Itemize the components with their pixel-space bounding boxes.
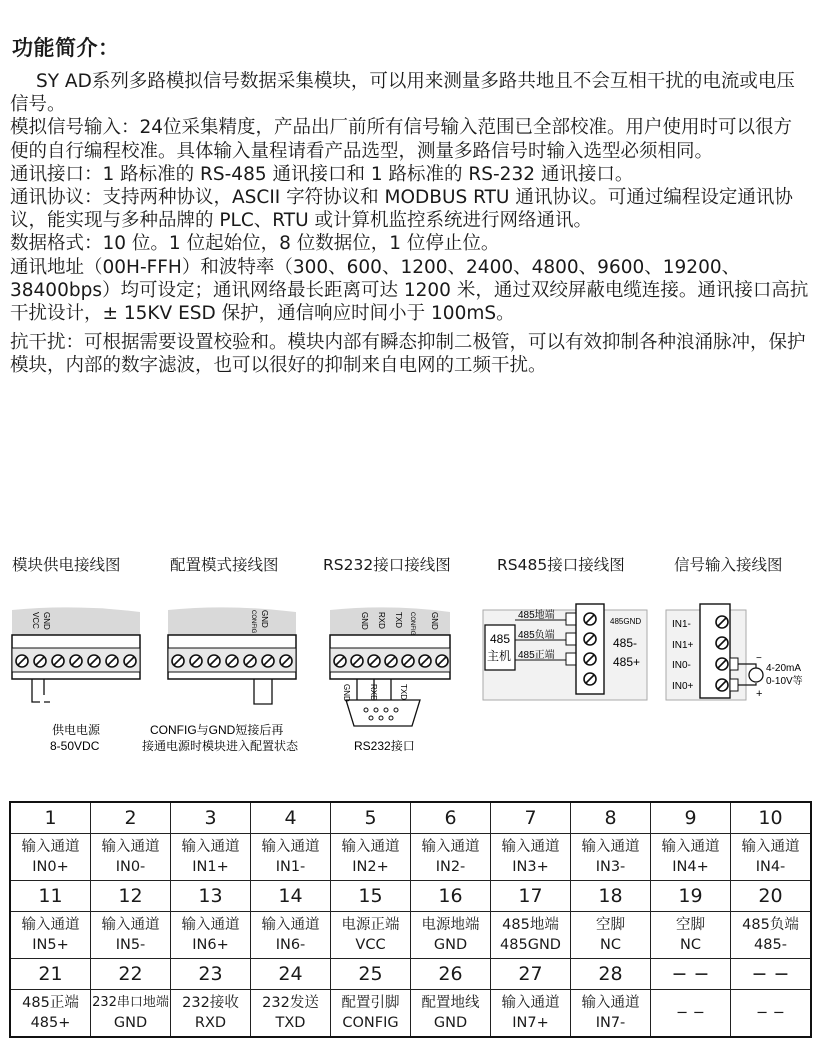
pin-description: 输入通道 IN6+ xyxy=(171,912,251,959)
signal-plus-sign: + xyxy=(756,688,763,700)
pin-number: 25 xyxy=(331,959,411,990)
table-row-descriptions xyxy=(10,912,811,959)
pin-description: 输入通道 IN0- xyxy=(91,834,171,881)
config-caption-2: 接通电源时模块进入配置状态 xyxy=(142,739,299,753)
pin-number: 13 xyxy=(171,881,251,912)
table-row-descriptions xyxy=(10,990,811,1038)
pin-description: 配置地线 GND xyxy=(411,990,491,1038)
paragraph-intro: SY AD系列多路模拟信号数据采集模块，可以用来测量多路共地且不会互相干扰的电流或电压信号。 xyxy=(10,71,795,116)
table-row-numbers xyxy=(10,802,811,834)
pin-number: 24 xyxy=(251,959,331,990)
signal-minus-sign: − xyxy=(756,653,762,664)
config-pin-config: CONFIG xyxy=(250,610,256,634)
power-wiring-diagram xyxy=(12,607,140,753)
pin-number: 15 xyxy=(331,881,411,912)
pin-number: 1 xyxy=(10,802,91,834)
label-signal-diagram: 信号输入接线图 xyxy=(674,556,783,574)
pin-description: 输入通道 IN5- xyxy=(91,912,171,959)
signal-range-current: 4-20mA xyxy=(766,663,802,674)
pin-number: 12 xyxy=(91,881,171,912)
pin-description: 输入通道 IN3- xyxy=(571,834,651,881)
pin-number: 17 xyxy=(491,881,571,912)
label-rs232-diagram: RS232接口接线图 xyxy=(323,556,451,574)
pin-number: 19 xyxy=(651,881,731,912)
rs485-wiring-diagram xyxy=(483,604,647,700)
pin-description: 输入通道 IN1- xyxy=(251,834,331,881)
pin-number: 26 xyxy=(411,959,491,990)
pin-description: 配置引脚 CONFIG xyxy=(331,990,411,1038)
pin-number: − − xyxy=(731,959,812,990)
paragraph-interface: 通讯接口：1 路标准的 RS-485 通讯接口和 1 路标准的 RS-232 通讯接口。 xyxy=(10,163,634,185)
rs485-wire-pos: 485正端 xyxy=(518,650,555,661)
pin-number: 10 xyxy=(731,802,812,834)
pin-number: 22 xyxy=(91,959,171,990)
pin-description: 485地端 485GND xyxy=(491,912,571,959)
rs232-pin-gnd2: GND xyxy=(430,612,439,630)
rs232-wiring-diagram xyxy=(330,607,450,753)
pin-description: 空脚 NC xyxy=(571,912,651,959)
pin-description: 232接收 RXD xyxy=(171,990,251,1038)
pin-number: 18 xyxy=(571,881,651,912)
label-config-diagram: 配置模式接线图 xyxy=(170,556,279,574)
rs485-master-line2: 主机 xyxy=(487,649,512,663)
paragraph-data-format: 数据格式：10 位。1 位起始位，8 位数据位，1 位停止位。 xyxy=(10,233,500,255)
signal-pin-in1-plus: IN1+ xyxy=(672,640,694,651)
pin-number: 5 xyxy=(331,802,411,834)
table-row-numbers xyxy=(10,881,811,912)
rs485-master-line1: 485 xyxy=(490,632,511,646)
paragraph-address-baud: 通讯地址（00H-FFH）和波特率（300、600、1200、2400、4800、9600、19200、38400bps）均可设定；通讯网络最长距离可达 1200 米，通过双绞屏蔽电缆连接。通讯接口高抗干扰设计，± 15KV ESD 保护，通信响应时间小于 100mS。 xyxy=(10,256,809,325)
signal-pin-in1-minus: IN1- xyxy=(672,619,691,630)
pin-description: 电源正端 VCC xyxy=(331,912,411,959)
pin-number: 14 xyxy=(251,881,331,912)
pin-number: 2 xyxy=(91,802,171,834)
paragraph-analog-input: 模拟信号输入：24位采集精度，产品出厂前所有信号输入范围已全部校准。用户使用时可以很方便的自行编程校准。具体输入量程请看产品选型，测量多路信号时输入选型必须相同。 xyxy=(10,117,793,162)
power-pin-gnd: GND xyxy=(42,612,51,630)
pin-description: 232串口地端 GND xyxy=(91,990,171,1038)
pin-description: 输入通道 IN7- xyxy=(571,990,651,1038)
pin-description: 485负端 485- xyxy=(731,912,812,959)
rs232-pin-rxd: RXD xyxy=(377,612,386,629)
signal-input-wiring-diagram xyxy=(666,604,803,700)
description-text xyxy=(10,70,810,378)
pin-number: 8 xyxy=(571,802,651,834)
pin-number: 16 xyxy=(411,881,491,912)
power-caption-2: 8-50VDC xyxy=(50,739,100,753)
pin-description: 输入通道 IN3+ xyxy=(491,834,571,881)
pin-description: − − xyxy=(731,990,812,1038)
pin-description: 输入通道 IN7+ xyxy=(491,990,571,1038)
pin-number: 7 xyxy=(491,802,571,834)
pin-description: 输入通道 IN0+ xyxy=(10,834,91,881)
config-pin-gnd: GND xyxy=(260,610,269,628)
power-caption-1: 供电电源 xyxy=(52,723,101,737)
pin-number: 3 xyxy=(171,802,251,834)
rs485-term-gnd: 485GND xyxy=(610,617,642,626)
pin-description: 输入通道 IN4+ xyxy=(651,834,731,881)
label-rs485-diagram: RS485接口接线图 xyxy=(497,556,625,574)
pin-description: 485正端 485+ xyxy=(10,990,91,1038)
paragraph-protocol: 通讯协议：支持两种协议，ASCII 字符协议和 MODBUS RTU 通讯协议。可通过编程设定通讯协议，能实现与多种品牌的 PLC、RTU 或计算机监控系统进行网络通讯。 xyxy=(10,187,793,232)
rs485-term-neg: 485- xyxy=(613,636,638,650)
pin-description: 空脚 NC xyxy=(651,912,731,959)
paragraph-anti-interference: 抗干扰：可根据需要设置校验和。模块内部有瞬态抑制二极管，可以有效抑制各种浪涌脉冲，保护模块，内部的数字滤波，也可以很好的抑制来自电网的工频干扰。 xyxy=(10,332,806,377)
db9-pin-txd: TXD xyxy=(399,684,408,700)
rs232-pin-gnd: GND xyxy=(360,612,369,630)
pin-description: 输入通道 IN1+ xyxy=(171,834,251,881)
pin-number: 20 xyxy=(731,881,812,912)
signal-pin-in0-plus: IN0+ xyxy=(672,681,694,692)
signal-range-voltage: 0-10V等 xyxy=(766,676,803,687)
table-row-numbers xyxy=(10,959,811,990)
pin-number: 21 xyxy=(10,959,91,990)
pin-number: 11 xyxy=(10,881,91,912)
table-row-descriptions xyxy=(10,834,811,881)
signal-pin-in0-minus: IN0- xyxy=(672,660,691,671)
rs485-term-pos: 485+ xyxy=(613,655,641,669)
db9-pin-rxd: RXD xyxy=(369,684,378,701)
rs485-wire-gnd: 485地端 xyxy=(518,610,555,621)
wiring-diagrams xyxy=(0,595,819,765)
pin-description: 输入通道 IN2- xyxy=(411,834,491,881)
pin-description: 输入通道 IN6- xyxy=(251,912,331,959)
pin-description: − − xyxy=(651,990,731,1038)
pin-number: − − xyxy=(651,959,731,990)
rs232-pin-txd: TXD xyxy=(394,612,403,628)
pin-number: 6 xyxy=(411,802,491,834)
power-pin-vcc: VCC xyxy=(31,612,40,629)
rs485-wire-neg: 485负端 xyxy=(518,630,555,641)
pin-description: 输入通道 IN5+ xyxy=(10,912,91,959)
pin-number: 4 xyxy=(251,802,331,834)
pin-description: 电源地端 GND xyxy=(411,912,491,959)
pin-description: 输入通道 IN4- xyxy=(731,834,812,881)
pin-number: 23 xyxy=(171,959,251,990)
pin-number: 28 xyxy=(571,959,651,990)
section-title: 功能简介： xyxy=(12,36,120,60)
pin-number: 27 xyxy=(491,959,571,990)
rs232-pin-config: CONFIG xyxy=(409,612,415,636)
config-caption-1: CONFIG与GND短接后再 xyxy=(150,723,284,737)
pin-description: 输入通道 IN2+ xyxy=(331,834,411,881)
label-power-diagram: 模块供电接线图 xyxy=(12,556,121,574)
db9-pin-gnd: GND xyxy=(342,684,351,702)
pin-definition-table xyxy=(9,801,812,1038)
pin-number: 9 xyxy=(651,802,731,834)
pin-description: 232发送 TXD xyxy=(251,990,331,1038)
rs232-caption: RS232接口 xyxy=(354,739,415,753)
config-wiring-diagram xyxy=(142,607,299,753)
